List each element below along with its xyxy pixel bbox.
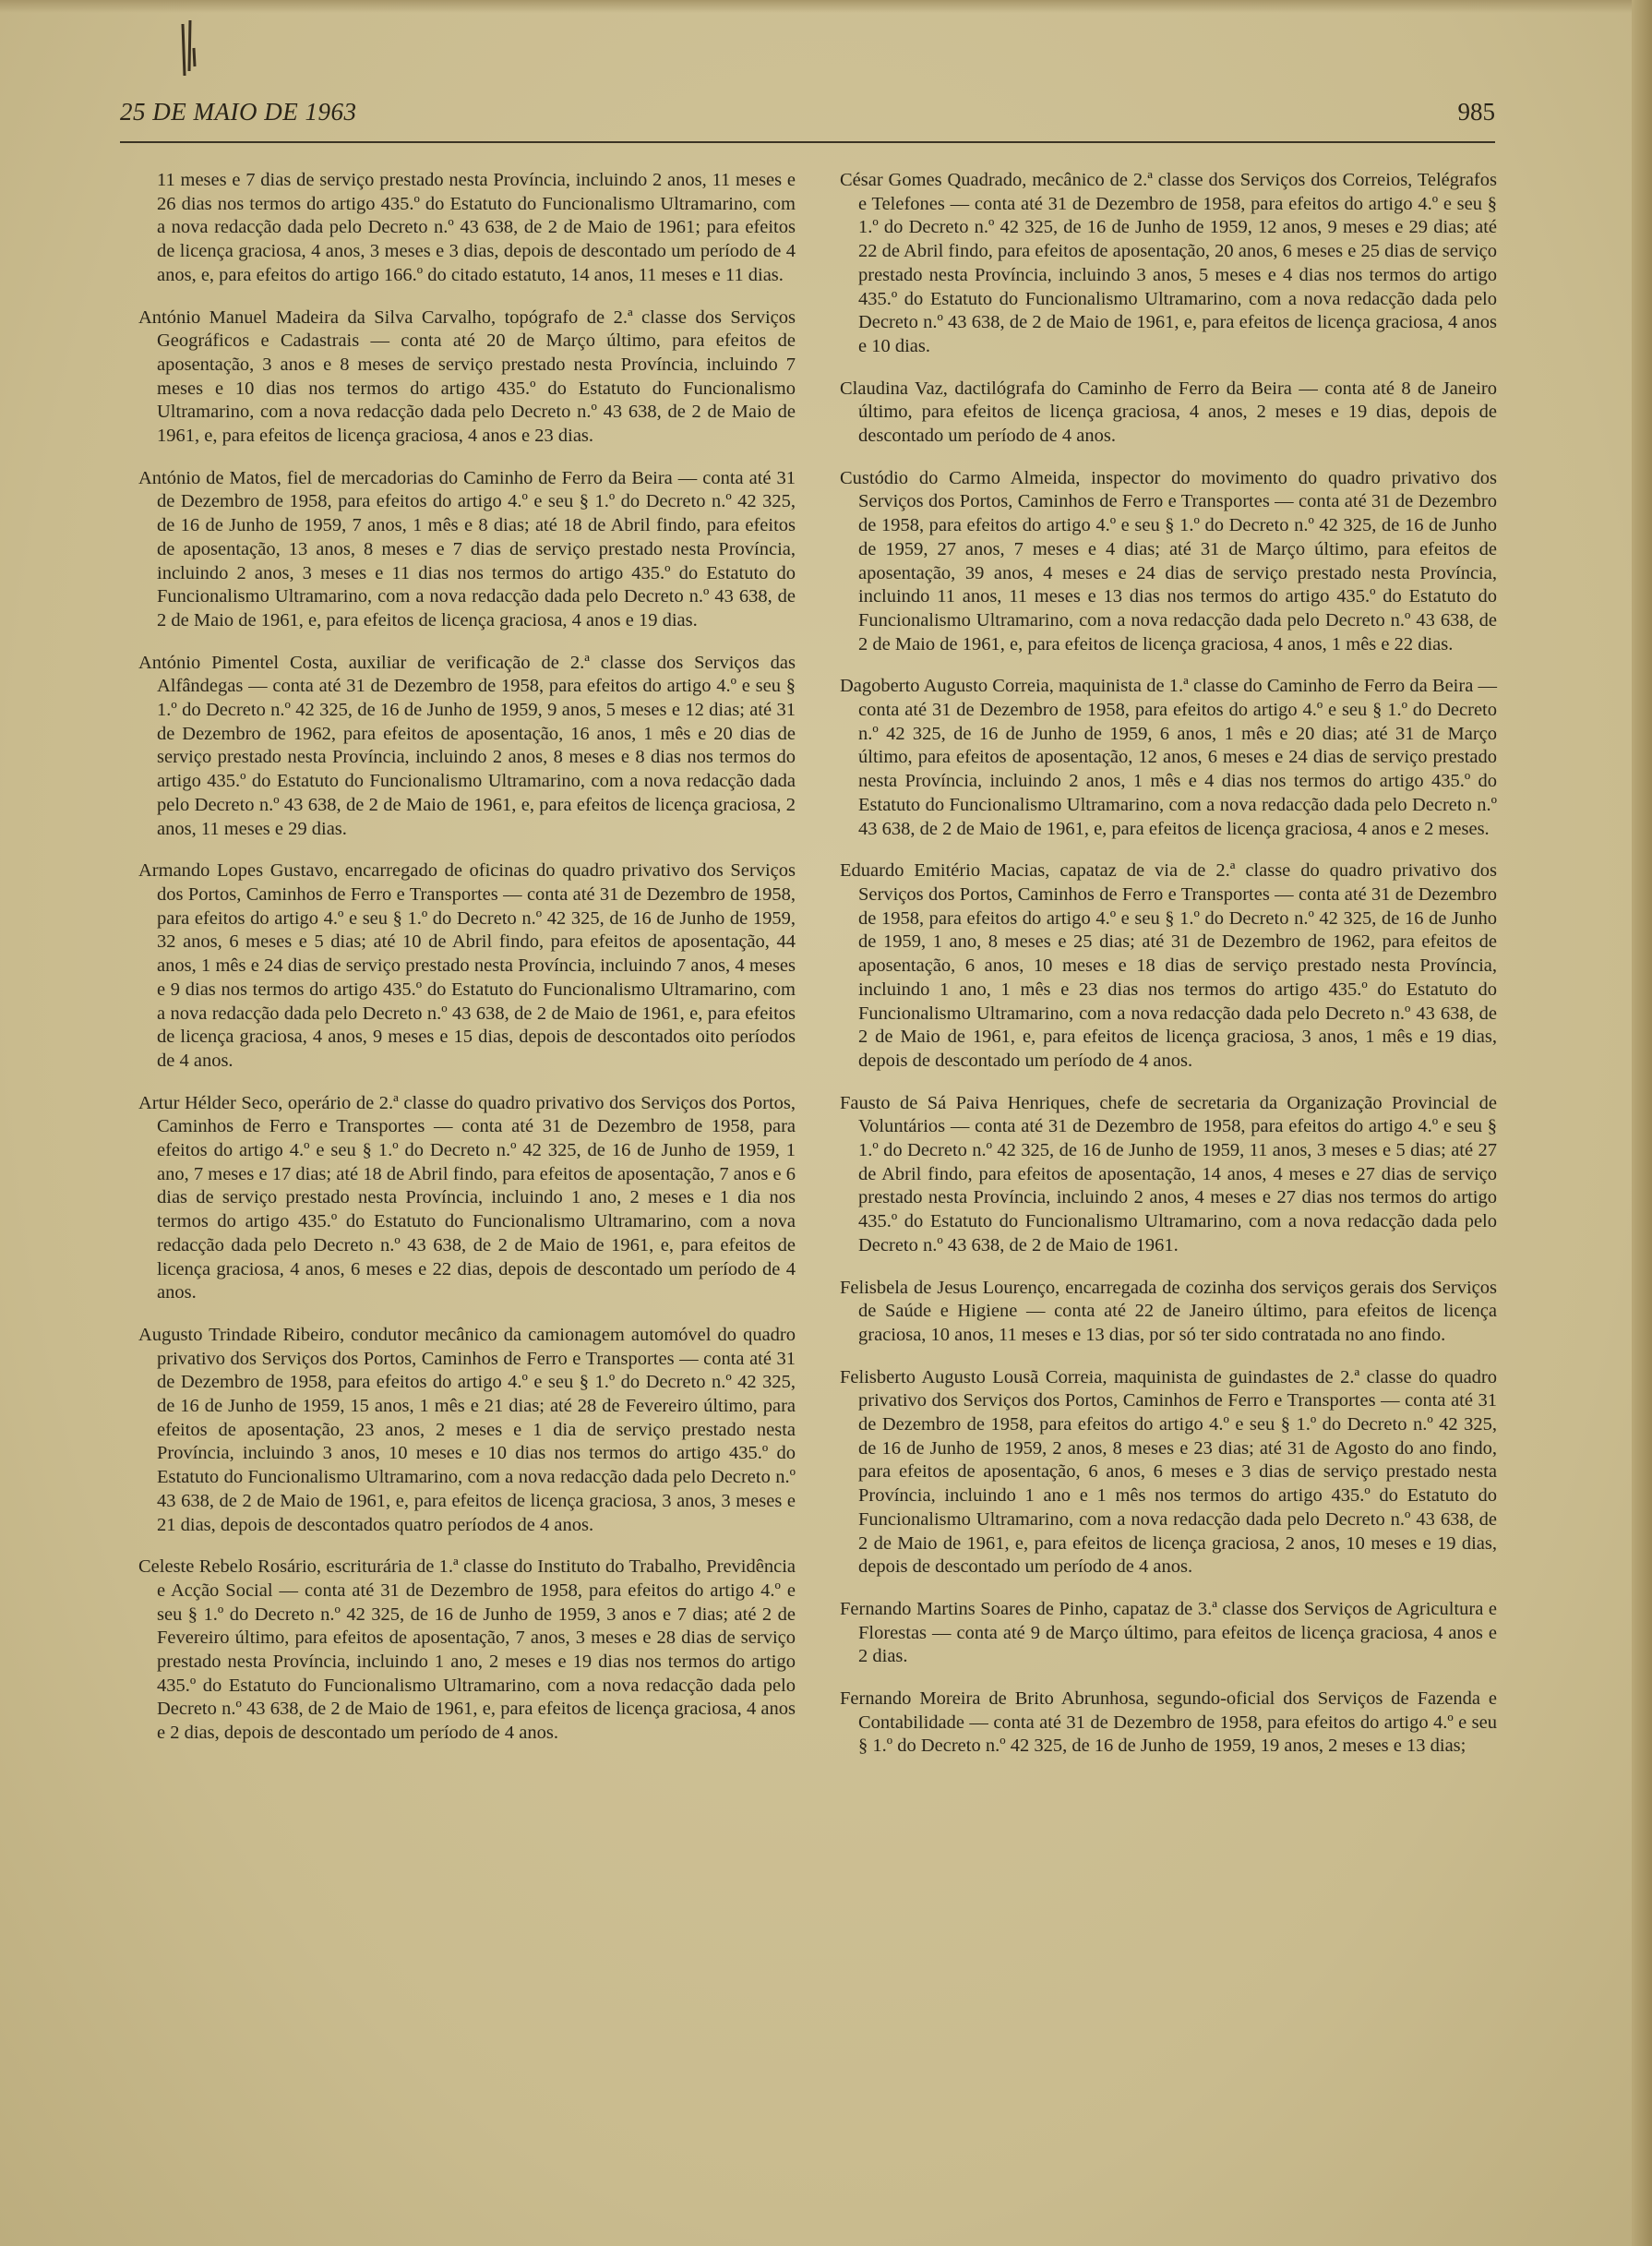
binding-mark-icon: [175, 20, 199, 103]
entry: Augusto Trindade Ribeiro, condutor mecânico da camionagem automóvel do quadro privativo dos Serviços dos Portos, Caminhos de Ferro e Transportes — conta até 31 de Dezembro de 1958, para efeitos do artigo 4.º e seu § 1.º do Decreto n.º 42 325, de 16 de Junho de 1959, 15 anos, 1 mês e 21 dias; até 28 de Fevereiro último, para efeitos de aposentação, 23 anos, 2 meses e 1 dia de serviço prestado nesta Província, incluindo 3 anos, 10 meses e 10 dias nos termos do artigo 435.º do Estatuto do Funcionalismo Ultramarino, com a nova redacção dada pelo Decreto n.º 43 638, de 2 de Maio de 1961, e, para efeitos de licença graciosa, 3 anos, 3 meses e 21 dias, depois de descontados quatro períodos de 4 anos.: [138, 1324, 796, 1535]
entry: Armando Lopes Gustavo, encarregado de oficinas do quadro privativo dos Serviços dos Portos, Caminhos de Ferro e Transportes — conta até 31 de Dezembro de 1958, para efeitos do artigo 4.º e seu § 1.º do Decreto n.º 42 325, de 16 de Junho de 1959, 32 anos, 6 meses e 5 dias; até 10 de Abril findo, para efeitos de aposentação, 44 anos, 1 mês e 24 dias de serviço prestado nesta Província, incluindo 7 anos, 4 meses e 9 dias nos termos do artigo 435.º do Estatuto do Funcionalismo Ultramarino, com a nova redacção dada pelo Decreto n.º 43 638, de 2 de Maio de 1961, e, para efeitos de licença graciosa, 4 anos, 9 meses e 15 dias, depois de descontados oito períodos de 4 anos.: [138, 860, 796, 1071]
entry: Felisbela de Jesus Lourenço, encarregada de cozinha dos serviços gerais dos Serviços de Saúde e Higiene — conta até 22 de Janeiro último, para efeitos de licença graciosa, 10 anos, 11 meses e 13 dias, por só ter sido contratada no ano findo.: [840, 1277, 1497, 1345]
entry: Fernando Moreira de Brito Abrunhosa, segundo-oficial dos Serviços de Fazenda e Contabilidade — conta até 31 de Dezembro de 1958, para efeitos do artigo 4.º e seu § 1.º do Decreto n.º 42 325, de 16 de Junho de 1959, 19 anos, 2 meses e 13 dias;: [840, 1688, 1497, 1757]
page-edge-top: [0, 0, 1652, 13]
entry: Felisberto Augusto Lousã Correia, maquinista de guindastes de 2.ª classe do quadro privativo dos Serviços dos Portos, Caminhos de Ferro e Transportes — conta até 31 de Dezembro de 1958, para efeitos do artigo 4.º e seu § 1.º do Decreto n.º 42 325, de 16 de Junho de 1959, 2 anos, 8 meses e 23 dias; até 31 de Agosto do ano findo, para efeitos de aposentação, 6 anos, 6 meses e 3 dias de serviço prestado nesta Província, incluindo 1 ano e 1 mês nos termos do artigo 435.º do Estatuto do Funcionalismo Ultramarino, com a nova redacção dada pelo Decreto n.º 43 638, de 2 de Maio de 1961, e, para efeitos de licença graciosa, 2 anos, 10 meses e 19 dias, depois de descontado um período de 4 anos.: [840, 1366, 1497, 1578]
page-number: 985: [1457, 98, 1495, 126]
entry: António Manuel Madeira da Silva Carvalho, topógrafo de 2.ª classe dos Serviços Geográficos e Cadastrais — conta até 20 de Março último, para efeitos de aposentação, 3 anos e 8 meses de serviço prestado nesta Província, incluindo 7 meses e 10 dias nos termos do artigo 435.º do Estatuto do Funcionalismo Ultramarino, com a nova redacção dada pelo Decreto n.º 43 638, de 2 de Maio de 1961, e, para efeitos de licença graciosa, 4 anos e 23 dias.: [138, 306, 796, 447]
right-column: [840, 169, 1497, 1777]
entry: Fernando Martins Soares de Pinho, capataz de 3.ª classe dos Serviços de Agricultura e Florestas — conta até 9 de Março último, para efeitos de licença graciosa, 4 anos e 2 dias.: [840, 1598, 1497, 1667]
entry: Claudina Vaz, dactilógrafa do Caminho de Ferro da Beira — conta até 8 de Janeiro último, para efeitos de licença graciosa, 4 anos, 2 meses e 19 dias, depois de descontado um período de 4 anos.: [840, 378, 1497, 447]
entry: António Pimentel Costa, auxiliar de verificação de 2.ª classe dos Serviços das Alfândegas — conta até 31 de Dezembro de 1958, para efeitos do artigo 4.º e seu § 1.º do Decreto n.º 42 325, de 16 de Junho de 1959, 9 anos, 5 meses e 12 dias; até 31 de Dezembro de 1962, para efeitos de aposentação, 16 anos, 1 mês e 20 dias de serviço prestado nesta Província, incluindo 2 anos, 8 meses e 8 dias nos termos do artigo 435.º do Estatuto do Funcionalismo Ultramarino, com a nova redacção dada pelo Decreto n.º 43 638, de 2 de Maio de 1961, e, para efeitos de licença graciosa, 2 anos, 11 meses e 29 dias.: [138, 652, 796, 839]
entry: Custódio do Carmo Almeida, inspector do movimento do quadro privativo dos Serviços dos Portos, Caminhos de Ferro e Transportes — conta até 31 de Dezembro de 1958, para efeitos do artigo 4.º e seu § 1.º do Decreto n.º 42 325, de 16 de Junho de 1959, 27 anos, 7 meses e 4 dias; até 31 de Março último, para efeitos de aposentação, 39 anos, 4 meses e 24 dias de serviço prestado nesta Província, incluindo 11 anos, 11 meses e 13 dias nos termos do artigo 435.º do Estatuto do Funcionalismo Ultramarino, com a nova redacção dada pelo Decreto n.º 43 638, de 2 de Maio de 1961, e, para efeitos de licença graciosa, 4 anos, 1 mês e 22 dias.: [840, 467, 1497, 655]
entry: César Gomes Quadrado, mecânico de 2.ª classe dos Serviços dos Correios, Telégrafos e Telefones — conta até 31 de Dezembro de 1958, para efeitos do artigo 4.º e seu § 1.º do Decreto n.º 42 325, de 16 de Junho de 1959, 12 anos, 9 meses e 29 dias; até 22 de Abril findo, para efeitos de aposentação, 20 anos, 6 meses e 25 dias de serviço prestado nesta Província, incluindo 3 anos, 5 meses e 4 dias nos termos do artigo 435.º do Estatuto do Funcionalismo Ultramarino, com a nova redacção dada pelo Decreto n.º 43 638, de 2 de Maio de 1961, e, para efeitos de licença graciosa, 4 anos e 10 dias.: [840, 170, 1497, 356]
entry: Artur Hélder Seco, operário de 2.ª classe do quadro privativo dos Serviços dos Portos, Caminhos de Ferro e Transportes — conta até 31 de Dezembro de 1958, para efeitos do artigo 4.º e seu § 1.º do Decreto n.º 42 325, de 16 de Junho de 1959, 1 ano, 7 meses e 17 dias; até 18 de Abril findo, para efeitos de aposentação, 7 anos e 6 dias de serviço prestado nesta Província, incluindo 1 ano, 2 meses e 1 dia nos termos do artigo 435.º do Estatuto do Funcionalismo Ultramarino, com a nova redacção dada pelo Decreto n.º 43 638, de 2 de Maio de 1961, e, para efeitos de licença graciosa, 4 anos, 6 meses e 22 dias, depois de descontado um período de 4 anos.: [138, 1092, 796, 1303]
entry: Celeste Rebelo Rosário, escriturária de 1.ª classe do Instituto do Trabalho, Previdência e Acção Social — conta até 31 de Dezembro de 1958, para efeitos do artigo 4.º e seu § 1.º do Decreto n.º 42 325, de 16 de Junho de 1959, 3 anos e 7 dias; até 2 de Fevereiro último, para efeitos de aposentação, 7 anos, 3 meses e 28 dias de serviço prestado nesta Província, incluindo 1 ano, 2 meses e 19 dias nos termos do artigo 435.º do Estatuto do Funcionalismo Ultramarino, com a nova redacção dada pelo Decreto n.º 43 638, de 2 de Maio de 1961, e, para efeitos de licença graciosa, 4 anos e 2 dias, depois de descontado um período de 4 anos.: [138, 1556, 796, 1744]
left-column: [138, 169, 796, 1764]
page-edge-right: [1632, 0, 1652, 2246]
header-rule: [120, 141, 1495, 143]
page-header: [120, 98, 1495, 135]
entry: Eduardo Emitério Macias, capataz de via de 2.ª classe do quadro privativo dos Serviços dos Portos, Caminhos de Ferro e Transportes — conta até 31 de Dezembro de 1958, para efeitos do artigo 4.º e seu § 1.º do Decreto n.º 42 325, de 16 de Junho de 1959, 1 ano, 8 meses e 25 dias; até 31 de Dezembro de 1962, para efeitos de aposentação, 6 anos, 10 meses e 18 dias de serviço prestado nesta Província, incluindo 1 ano, 1 mês e 23 dias nos termos do artigo 435.º do Estatuto do Funcionalismo Ultramarino, com a nova redacção dada pelo Decreto n.º 43 638, de 2 de Maio de 1961, e, para efeitos de licença graciosa, 3 anos, 1 mês e 19 dias, depois de descontado um período de 4 anos.: [840, 860, 1497, 1071]
entry: António de Matos, fiel de mercadorias do Caminho de Ferro da Beira — conta até 31 de Dezembro de 1958, para efeitos do artigo 4.º e seu § 1.º do Decreto n.º 42 325, de 16 de Junho de 1959, 7 anos, 1 mês e 8 dias; até 18 de Abril findo, para efeitos de aposentação, 13 anos, 8 meses e 7 dias de serviço prestado nesta Província, incluindo 2 anos, 3 meses e 11 dias nos termos do artigo 435.º do Estatuto do Funcionalismo Ultramarino, com a nova redacção dada pelo Decreto n.º 43 638, de 2 de Maio de 1961, e, para efeitos de licença graciosa, 4 anos e 19 dias.: [138, 467, 796, 631]
entry: Fausto de Sá Paiva Henriques, chefe de secretaria da Organização Provincial de Voluntários — conta até 31 de Dezembro de 1958, para efeitos do artigo 4.º e seu § 1.º do Decreto n.º 42 325, de 16 de Junho de 1959, 11 anos, 3 meses e 5 dias; até 27 de Abril findo, para efeitos de aposentação, 14 anos, 4 meses e 27 dias de serviço prestado nesta Província, incluindo 2 anos, 4 meses e 27 dias nos termos do artigo 435.º do Estatuto do Funcionalismo Ultramarino, com a nova redacção dada pelo Decreto n.º 43 638, de 2 de Maio de 1961.: [840, 1092, 1497, 1255]
entry: Dagoberto Augusto Correia, maquinista de 1.ª classe do Caminho de Ferro da Beira — conta até 31 de Dezembro de 1958, para efeitos do artigo 4.º e seu § 1.º do Decreto n.º 42 325, de 16 de Junho de 1959, 6 anos, 1 mês e 20 dias; até 31 de Março último, para efeitos de aposentação, 12 anos, 6 meses e 24 dias de serviço prestado nesta Província, incluindo 2 anos, 1 mês e 4 dias nos termos do artigo 435.º do Estatuto do Funcionalismo Ultramarino, com a nova redacção dada pelo Decreto n.º 43 638, de 2 de Maio de 1961, e, para efeitos de licença graciosa, 4 anos e 2 meses.: [840, 676, 1497, 839]
entry-continuation: 11 meses e 7 dias de serviço prestado nesta Província, incluindo 2 anos, 11 meses e 26 dias nos termos do artigo 435.º do Estatuto do Funcionalismo Ultramarino, com a nova redacção dada pelo Decreto n.º 43 638, de 2 de Maio de 1961; para efeitos de licença graciosa, 4 anos, 3 meses e 3 dias, depois de descontado um período de 4 anos, e, para efeitos do artigo 166.º do citado estatuto, 14 anos, 11 meses e 11 dias.: [157, 170, 796, 285]
header-date: 25 DE MAIO DE 1963: [120, 98, 357, 126]
